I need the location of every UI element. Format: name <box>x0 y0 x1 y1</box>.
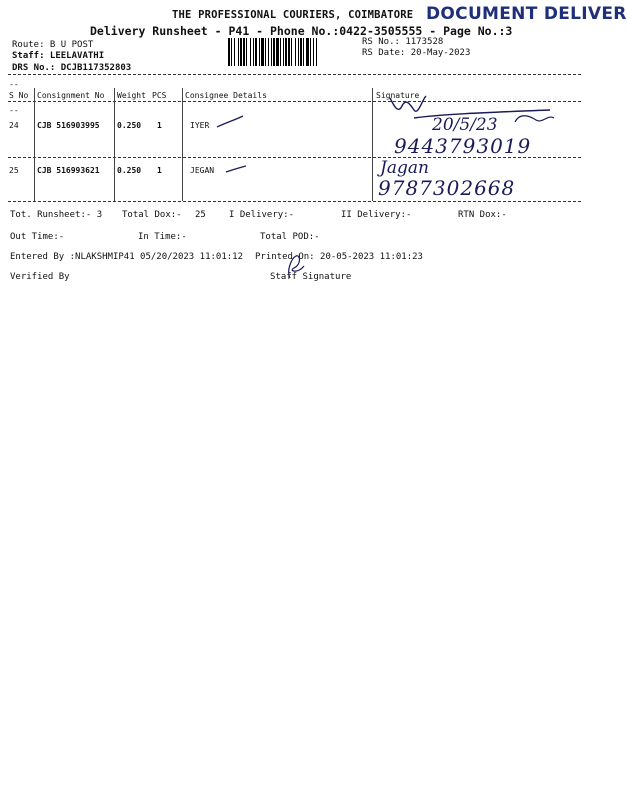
row-consignment: CJB 516903995 <box>37 121 100 130</box>
out-time: Out Time:- <box>10 232 65 242</box>
i-delivery: I Delivery:- <box>229 210 295 220</box>
staff-text: Staff: LEELAVATHI <box>12 51 105 61</box>
signature-phone: 9443793019 <box>394 134 532 158</box>
row-sno: 24 <box>9 121 19 130</box>
barcode-bar <box>310 38 311 66</box>
barcode-bar <box>238 38 239 66</box>
rs-date: RS Date: 20-May-2023 <box>362 48 471 58</box>
table-prefix-2: -- <box>9 106 19 115</box>
col-divider <box>182 88 183 201</box>
verified-by: Verified By <box>10 272 70 282</box>
barcode-bar <box>288 38 290 66</box>
barcode-bar <box>253 38 254 66</box>
barcode-bar <box>306 38 309 66</box>
rule-row-2 <box>8 201 581 202</box>
col-divider <box>372 88 373 201</box>
total-dox-value: 25 <box>195 210 206 220</box>
total-dox-label: Total Dox:- <box>122 210 182 220</box>
route-text: Route: B U POST <box>12 40 94 50</box>
col-header-weight: Weight <box>117 91 146 100</box>
row-weight: 0.250 <box>117 121 142 130</box>
col-divider <box>114 88 115 201</box>
drs-number: DRS No.: DCJB117352803 <box>12 63 132 73</box>
barcode-bar <box>261 38 264 66</box>
tick-mark <box>215 114 245 130</box>
barcode-bar <box>234 38 235 66</box>
col-divider <box>34 88 35 201</box>
row-consignment: CJB 516993621 <box>37 166 100 175</box>
barcode-bar <box>243 38 245 66</box>
runsheet-title: Delivery Runsheet - P41 - Phone No.:0422-3505555 - Page No.:3 <box>90 24 513 38</box>
row-pcs: 1 <box>157 166 162 175</box>
row-weight: 0.250 <box>117 166 142 175</box>
ii-delivery: II Delivery:- <box>341 210 412 220</box>
barcode-bar <box>246 38 247 66</box>
barcode-bar <box>268 38 269 66</box>
entered-by: Entered By :NLAKSHMIP41 05/20/2023 11:01:12 <box>10 252 243 262</box>
col-header-signature: Signature <box>376 91 420 100</box>
col-header-consignment: Consignment No <box>37 91 105 100</box>
total-pod: Total POD:- <box>260 232 320 242</box>
col-header-consignee: Consignee Details <box>185 91 267 100</box>
barcode-bar <box>316 38 317 66</box>
rtn-dox: RTN Dox:- <box>458 210 507 220</box>
rs-number: RS No.: 1173528 <box>362 37 444 47</box>
barcode-bar <box>231 38 232 66</box>
barcode-bar <box>250 38 251 66</box>
signature-name: Jagan <box>380 158 429 178</box>
barcode-bar <box>255 38 257 66</box>
signature-date: 20/5/23 <box>432 115 498 135</box>
staff-signature-scribble <box>284 252 306 282</box>
col-header-sno: S No <box>9 91 29 100</box>
barcode-bar <box>283 38 284 66</box>
barcode-bar <box>300 38 302 66</box>
barcode-bar <box>259 38 260 66</box>
document-delivery-stamp: DOCUMENT DELIVER <box>426 4 627 24</box>
row-consignee: IYER <box>190 121 210 130</box>
barcode-bar <box>280 38 281 66</box>
barcode-bar <box>295 38 296 66</box>
barcode-bar <box>285 38 287 66</box>
table-prefix: -- <box>9 80 19 89</box>
barcode-bar <box>303 38 304 66</box>
barcode-bar <box>240 38 242 66</box>
row-pcs: 1 <box>157 121 162 130</box>
barcode <box>228 38 352 66</box>
row-sno: 25 <box>9 166 19 175</box>
printed-on: Printed On: 20-05-2023 11:01:23 <box>255 252 423 262</box>
barcode-bar <box>273 38 275 66</box>
staff-signature: Staff Signature <box>270 272 352 282</box>
tot-runsheet: Tot. Runsheet:- 3 <box>10 210 103 220</box>
barcode-bar <box>265 38 266 66</box>
barcode-bar <box>276 38 279 66</box>
barcode-bar <box>298 38 299 66</box>
in-time: In Time:- <box>138 232 187 242</box>
barcode-bar <box>291 38 292 66</box>
tick-mark <box>224 163 248 175</box>
company-name: THE PROFESSIONAL COURIERS, COIMBATORE <box>172 9 414 21</box>
barcode-bar <box>313 38 314 66</box>
row-consignee: JEGAN <box>190 166 215 175</box>
rule-top <box>8 74 581 75</box>
barcode-bar <box>228 38 230 66</box>
col-header-pcs: PCS <box>152 91 167 100</box>
signature-phone: 9787302668 <box>378 176 516 200</box>
barcode-bar <box>271 38 272 66</box>
